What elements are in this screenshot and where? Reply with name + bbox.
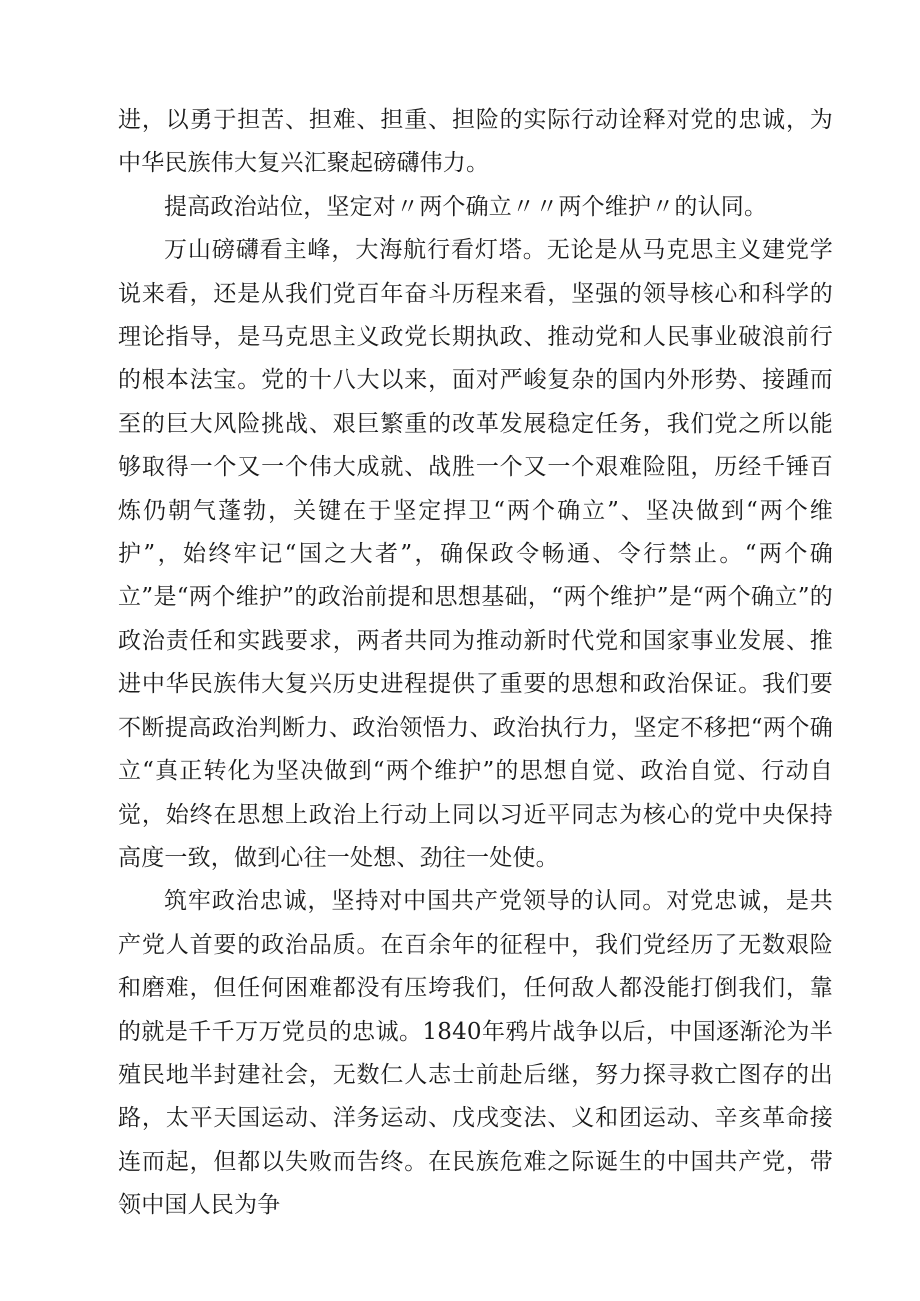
paragraph-two-establishments: 万山磅礴看主峰，大海航行看灯塔。无论是从马克思主义建党学说来看，还是从我们党百年奋斗历程来看，坚强的领导核心和科学的理论指导，是马克思主义政党长期执政、推动党和人民事业破浪前行的根本法宝。党的十八大以来，面对严峻复杂的国内外形势、接踵而至的巨大风险挑战、艰巨繁重的改革发展稳定任务，我们党之所以能够取得一个又一个伟大成就、战胜一个又一个艰难险阻，历经千锤百炼仍朝气蓬勃，关键在于坚定捍卫“两个确立”、坚决做到“两个维护”，始终牢记“国之大者”，确保政令畅通、令行禁止。“两个确立”是“两个维护”的政治前提和思想基础，“两个维护”是“两个确立”的政治责任和实践要求，两者共同为推动新时代党和国家事业发展、推进中华民族伟大复兴历史进程提供了重要的思想和政治保证。我们要不断提高政治判断力、政治领悟力、政治执行力，坚定不移把“两个确立“真正转化为坚决做到“两个维护”的思想自觉、政治自觉、行动自觉，始终在思想上政治上行动上同以习近平同志为核心的党中央保持高度一致，做到心往一处想、劲往一处使。: [118, 237, 833, 871]
document-body: [118, 99, 833, 1228]
paragraph-continuation: 进，以勇于担苦、担难、担重、担险的实际行动诠释对党的忠诚，为中华民族伟大复兴汇聚起磅礴伟力。: [118, 107, 833, 177]
paragraph-heading-political-stance: 提高政治站位，坚定对〃两个确立〃〃两个维护〃的认同。: [164, 193, 768, 220]
paragraph-political-loyalty: 筑牢政治忠诚，坚持对中国共产党领导的认同。对党忠诚，是共产党人首要的政治品质。在百余年的征程中，我们党经历了无数艰险和磨难，但任何困难都没有压垮我们，任何敌人都没能打倒我们，靠的就是千千万万党员的忠诚。1840年鸦片战争以后，中国逐渐沦为半殖民地半封建社会，无数仁人志士前赴后继，努力探寻救亡图存的出路，太平天国运动、洋务运动、戊戌变法、义和团运动、辛亥革命接连而起，但都以失败而告终。在民族危难之际诞生的中国共产党，带领中国人民为争: [118, 888, 833, 1219]
